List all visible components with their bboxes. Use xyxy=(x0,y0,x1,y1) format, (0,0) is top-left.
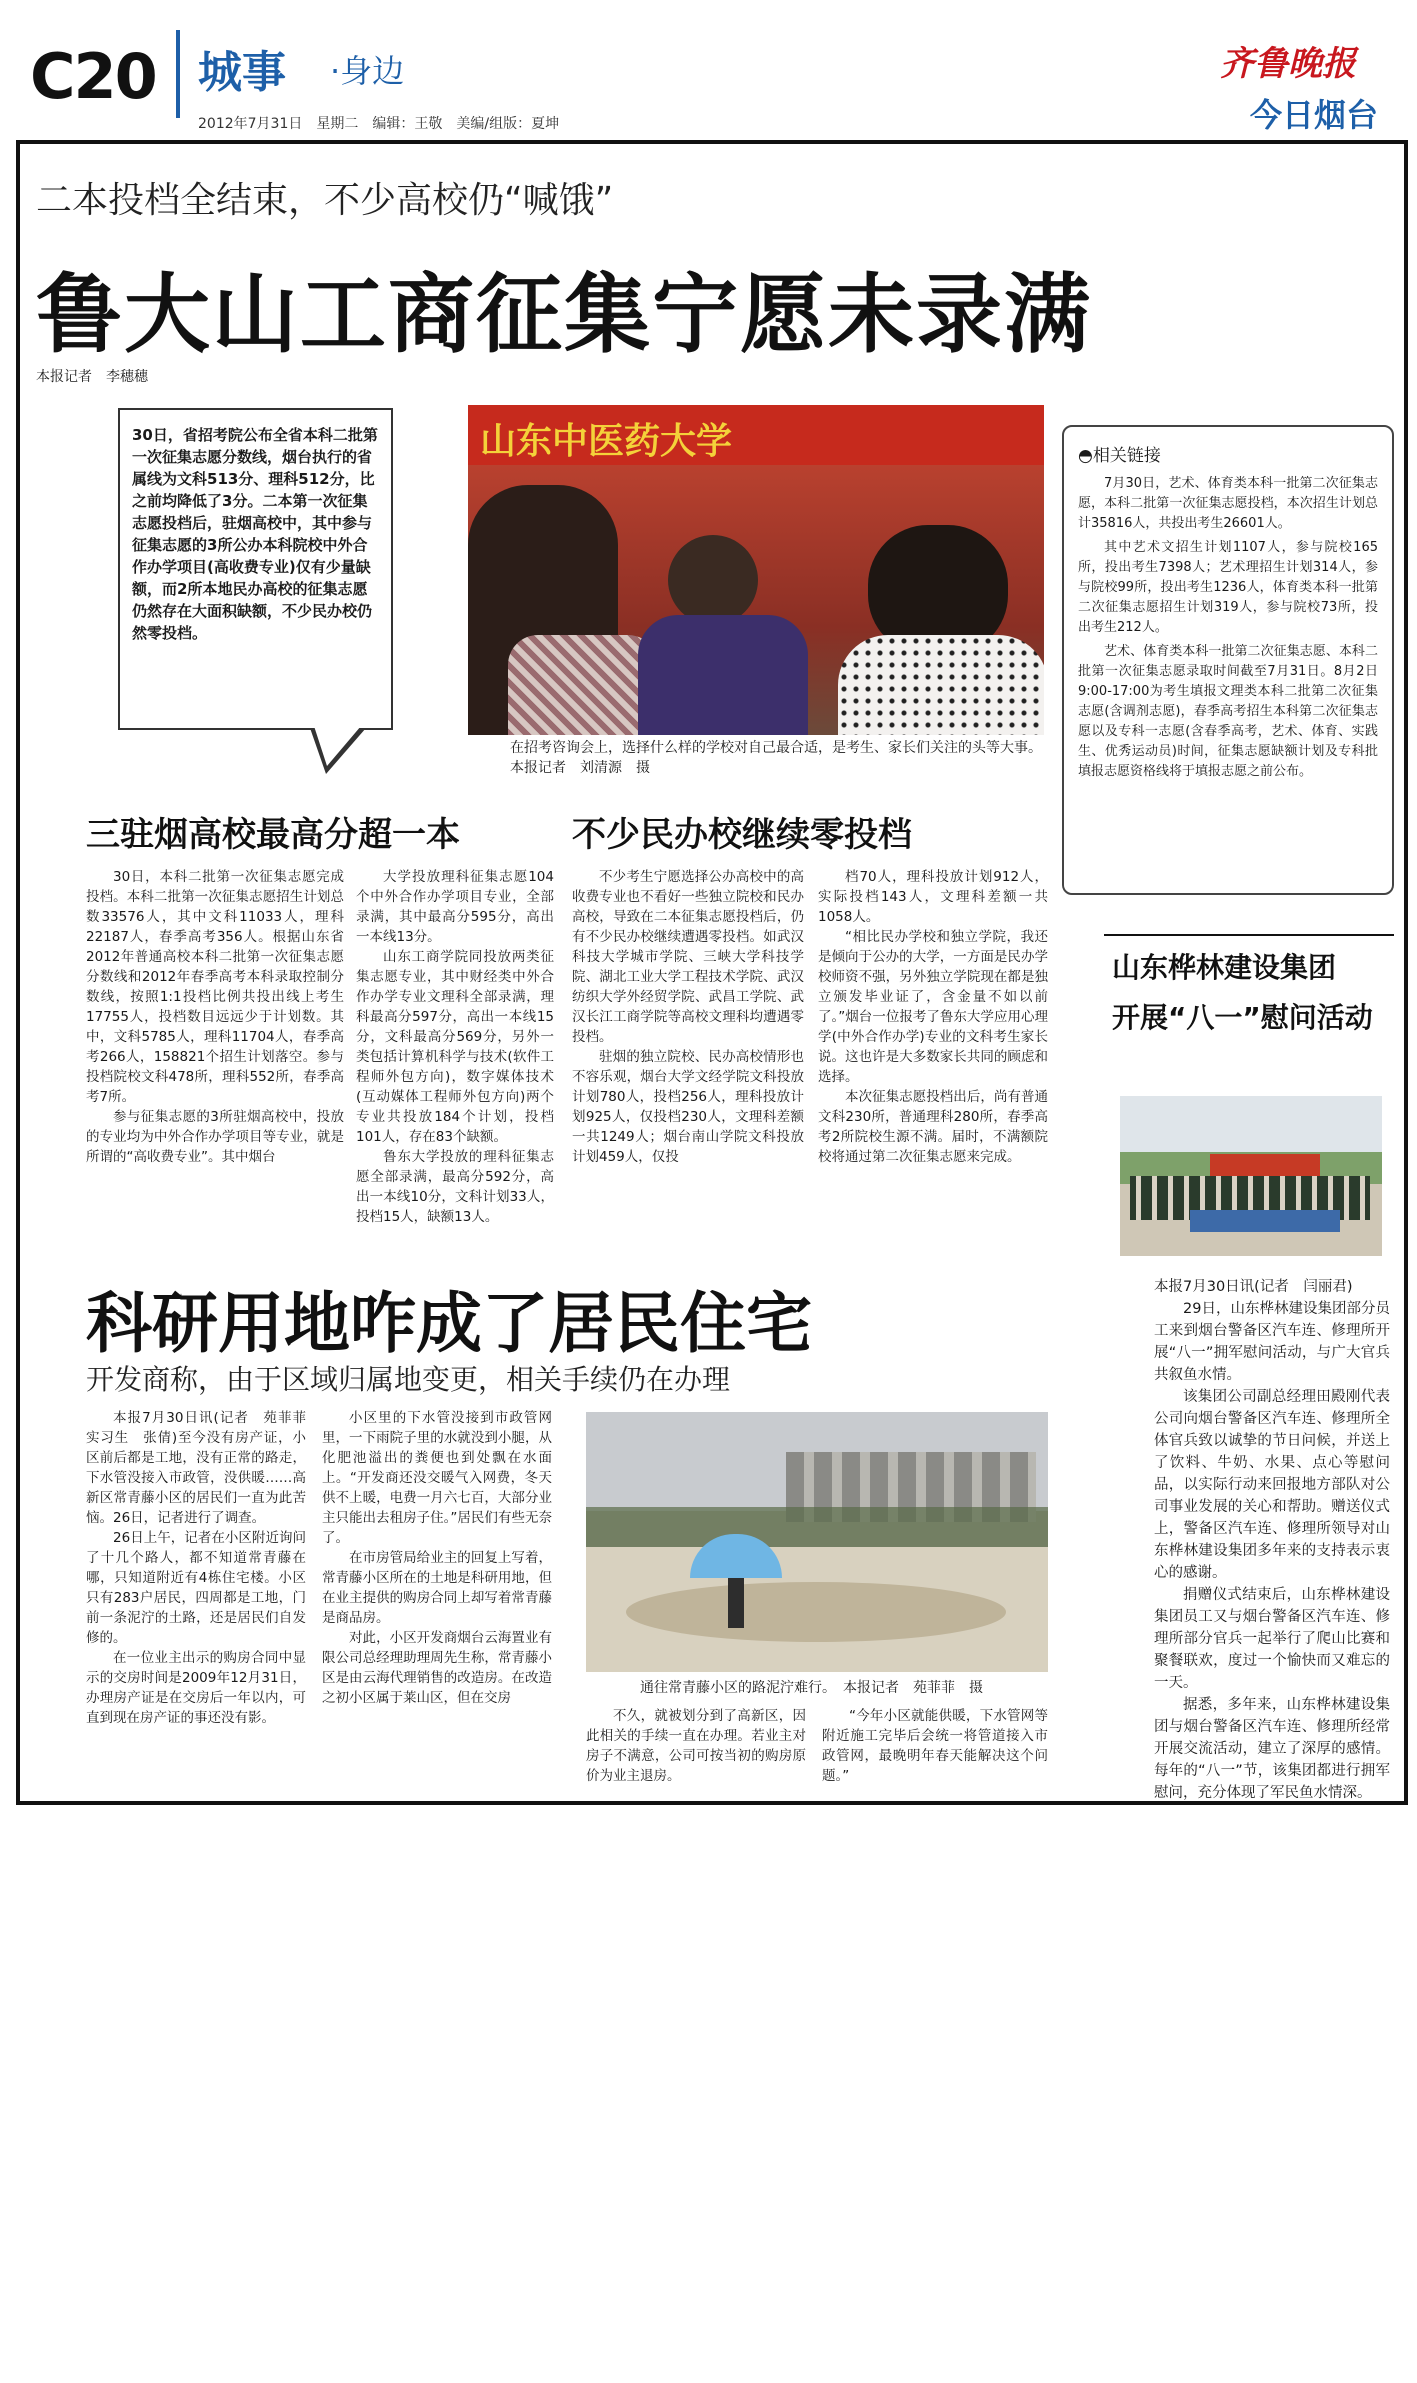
photo-walker xyxy=(728,1578,744,1628)
photo-person-left-shirt xyxy=(508,635,658,735)
lead-photo xyxy=(468,405,1044,735)
paragraph: 30日，本科二批第一次征集志愿完成投档。本科二批第一次征集志愿招生计划总数33576人，其中文科11033人，理科22187人，春季高考356人。根据山东省2012年普通高校本科二批第一次征集志愿分数线和2012年春季高考本科录取控制分数线，按照1:1投档比例共投出线上考生17755人，投档数目远远少于计划数。其中，文科5785人，理科11704人，春季高考266人，158821个招生计划落空。参与投档院校文科478所，理科552所，春季高考7所。 xyxy=(86,869,344,1105)
paragraph: 29日，山东桦林建设集团部分员工来到烟台警备区汽车连、修理所开展“八一”拥军慰问活动，与广大官兵共叙鱼水情。 xyxy=(1154,1301,1390,1383)
paragraph: 不久，就被划分到了高新区，因此相关的手续一直在办理。若业主对房子不满意，公司可按当初的购房原价为业主退房。 xyxy=(586,1708,806,1784)
related-links-paragraph: 7月30日，艺术、体育类本科一批第二次征集志愿，本科二批第一次征集志愿投档，本次招生计划总计35816人，共投出考生26601人。 xyxy=(1078,476,1378,531)
story2-column-4 xyxy=(822,1706,1048,1786)
paragraph: 该集团公司副总经理田殿刚代表公司向烟台警备区汽车连、修理所全体官兵致以诚挚的节日问候，并送上了饮料、牛奶、水果、点心等慰问品，以实际行动来回报地方部队对公司事业发展的关心和帮助。赠送仪式上，警备区汽车连、修理所领导对山东桦林建设集团多年来的支持表示衷心的感谢。 xyxy=(1154,1389,1390,1581)
section-name: 城事 xyxy=(198,47,286,98)
paragraph: 在一位业主出示的购房合同中显示的交房时间是2009年12月31日，办理房产证是在交房后一年以内，可直到现在房产证的事还没有影。 xyxy=(86,1650,306,1726)
photo-person-right-shirt xyxy=(838,635,1044,735)
story2-photo-caption: 通往常青藤小区的路泥泞难行。 本报记者 苑菲菲 摄 xyxy=(640,1680,983,1696)
paragraph: 捐赠仪式结束后，山东桦林建设集团员工又与烟台警备区汽车连、修理所部分官兵一起举行了爬山比赛和聚餐联欢，度过一个愉快而又难忘的一天。 xyxy=(1154,1587,1390,1691)
paragraph: 山东工商学院同投放两类征集志愿专业，其中财经类中外合作办学专业文理科全部录满，理科最高分597分，高出一本线15分，文科最高分569分，另外一类包括计算机科学与技术(软件工程师外包方向)，数字媒体技术(互动媒体工程师外包方向)两个专业共投放184个计划，投档101人，存在83个缺额。 xyxy=(356,949,554,1145)
story2-subtitle: 开发商称，由于区域归属地变更，相关手续仍在办理 xyxy=(86,1363,731,1396)
callout-pointer-fill xyxy=(314,726,361,766)
photo-person-middle-shirt xyxy=(638,615,808,735)
lead-photo-caption: 在招考咨询会上，选择什么样的学校对自己最合适，是考生、家长们关注的头等大事。 本报记者 刘清源 摄 xyxy=(510,740,1049,776)
related-links-paragraph: 其中艺术文招生计划1107人，参与院校165所，投出考生7398人；艺术理招生计划314人，参与院校99所，投出考生1236人，体育类本科一批第二次征集志愿招生计划319人，参与院校73所，投出考生212人。 xyxy=(1078,540,1378,635)
paragraph: 本次征集志愿投档出后，尚有普通文科230所，普通理科280所，春季高考2所院校生源不满。届时，不满额院校将通过第二次征集志愿来完成。 xyxy=(818,1089,1048,1165)
link-circle-icon: ◓ xyxy=(1078,446,1093,466)
section2-column-1 xyxy=(572,867,804,1167)
header-divider xyxy=(176,30,180,118)
story2-photo xyxy=(586,1412,1048,1672)
related-links-box xyxy=(1062,425,1394,895)
side-byline: 本报7月30日讯(记者 闫丽君) xyxy=(1154,1279,1353,1295)
side-story-body xyxy=(1154,1298,1390,1804)
section1-column-2 xyxy=(356,867,554,1227)
issue-meta: 2012年7月31日 星期二 编辑：王敬 美编/组版：夏坤 xyxy=(198,116,560,132)
section-heading-top-scores: 三驻烟高校最高分超一本 xyxy=(86,815,460,855)
page-number: C20 xyxy=(30,40,156,113)
paragraph: 大学投放理科征集志愿104个中外合作办学项目专业，全部录满，其中最高分595分，高出一本线13分。 xyxy=(356,869,554,945)
paragraph: 据悉，多年来，山东桦林建设集团与烟台警备区汽车连、修理所经常开展交流活动，建立了深厚的感情。每年的“八一”节，该集团都进行拥军慰问，充分体现了军民鱼水情深。 xyxy=(1154,1697,1390,1801)
paragraph: 不少考生宁愿选择公办高校中的高收费专业也不看好一些独立院校和民办高校，导致在二本征集志愿投档后，仍有不少民办校继续遭遇零投档。如武汉科技大学城市学院、三峡大学科技学院、湖北工业大学工程技术学院、武汉纺织大学外经贸学院、武昌工学院、武汉长江工商学院等高校文理科均遭遇零投档。 xyxy=(572,869,804,1045)
lead-summary-callout: 30日，省招考院公布全省本科二批第一次征集志愿分数线，烟台执行的省属线为文科513分、理科512分，比之前均降低了3分。二本第一次征集志愿投档后，驻烟高校中，其中参与征集志愿的3所公办本科院校中外合作办学项目(高收费专业)仅有少量缺额，而2所本地民办高校的征集志愿仍然存在大面积缺额，不少民办校仍然零投档。 xyxy=(118,408,393,730)
story2-column-2 xyxy=(322,1408,552,1708)
photo-trees xyxy=(586,1507,1048,1547)
photo-person-middle xyxy=(668,535,758,625)
paragraph: 本报7月30日讯(记者 苑菲菲 实习生 张倩)至今没有房产证，小区前后都是工地，没有正常的路走，下水管没接入市政管，没供暖……高新区常青藤小区的居民们一直为此苦恼。26日，记者进行了调查。 xyxy=(86,1410,320,1526)
paragraph: 26日上午，记者在小区附近询问了十几个路人，都不知道常青藤在哪，只知道附近有4栋住宅楼。小区只有283户居民，四周都是工地，门前一条泥泞的土路，还是居民们自发修的。 xyxy=(86,1530,306,1646)
lead-title: 鲁大山工商征集宁愿未录满 xyxy=(36,265,1092,365)
side-story-rule xyxy=(1104,934,1394,936)
section1-column-1 xyxy=(86,867,344,1167)
story2-column-3 xyxy=(586,1706,806,1786)
paragraph: 对此，小区开发商烟台云海置业有限公司总经理助理周先生称，常青藤小区是由云海代理销售的改造房。在改造之初小区属于莱山区，但在交房 xyxy=(322,1630,552,1706)
paragraph: 驻烟的独立院校、民办高校情形也不容乐观，烟台大学文经学院文科投放计划780人，投档256人，理科投放计划925人，仅投档230人，文理科差额一共1249人；烟台南山学院文科投放计划459人，仅投 xyxy=(572,1049,804,1165)
related-links-title: 相关链接 xyxy=(1092,446,1161,466)
paragraph: 档70人，理科投放计划912人，实际投档143人，文理科差额一共1058人。 xyxy=(818,869,1048,925)
section2-column-2 xyxy=(818,867,1048,1167)
paragraph: 参与征集志愿的3所驻烟高校中，投放的专业均为中外合作办学项目等专业，就是所谓的“高收费专业”。其中烟台 xyxy=(86,1109,344,1165)
subsection-name: ·身边 xyxy=(330,52,405,90)
side-story-heading xyxy=(1112,943,1390,1095)
side-title-line-2: 开展“八一”慰问活动 xyxy=(1112,1001,1373,1034)
newspaper-logo: 齐鲁晚报 xyxy=(1220,44,1356,84)
paragraph: 在市房管局给业主的回复上写着，常青藤小区所在的土地是科研用地，但在业主提供的购房合同上却写着常青藤是商品房。 xyxy=(322,1550,552,1626)
side-photo-table xyxy=(1190,1210,1340,1232)
paragraph: 小区里的下水管没接到市政管网里，一下雨院子里的水就没到小腿，从化肥池溢出的粪便也到处飘在水面上。“开发商还没交暖气入网费，冬天供不上暖，电费一月六七百，大部分业主只能出去租房子住。”居民们有些无奈了。 xyxy=(322,1410,552,1546)
lead-byline: 本报记者 李穗穗 xyxy=(36,369,148,385)
section-heading-private-schools: 不少民办校继续零投档 xyxy=(572,815,912,855)
side-photo xyxy=(1120,1096,1382,1256)
paragraph: “今年小区就能供暖，下水管网等附近施工完毕后会统一将管道接入市政管网，最晚明年春天能解决这个问题。” xyxy=(822,1708,1048,1784)
story2-column-1 xyxy=(86,1408,320,1728)
related-links-paragraph: 艺术、体育类本科一批第二次征集志愿、本科二批第一次征集志愿录取时间截至7月31日。8月2日9:00-17:00为考生填报文理类本科二批第二次征集志愿(含调剂志愿)，春季高考招生本科第二次征集志愿以及专科一志愿(含春季高考，艺术、体育、实践生、优秀运动员)时间，征集志愿缺额计划及专科批填报志愿资格线将于填报志愿之前公布。 xyxy=(1078,644,1378,779)
photo-puddles xyxy=(626,1582,1006,1642)
photo-banner-text: 山东中医药大学 xyxy=(480,420,733,462)
paragraph: 鲁东大学投放的理科征集志愿全部录满，最高分592分，高出一本线10分，文科计划33人，投档15人，缺额13人。 xyxy=(356,1149,554,1225)
story2-title: 科研用地咋成了居民住宅 xyxy=(86,1285,812,1362)
lead-subtitle: 二本投档全结束，不少高校仍“喊饿” xyxy=(36,180,614,221)
paragraph: “相比民办学校和独立学院，我还是倾向于公办的大学，一方面是民办学校师资不强，另外独立学院现在都是独立颁发毕业证了，含金量不如以前了。”烟台一位报考了鲁东大学应用心理学(中外合作办学)专业的文科考生家长说。这也许是大多数家长共同的顾虑和选择。 xyxy=(818,929,1048,1085)
side-title-line-1: 山东桦林建设集团 xyxy=(1112,951,1337,984)
side-photo-banner xyxy=(1210,1154,1320,1176)
edition-name: 今日烟台 xyxy=(1250,96,1379,134)
